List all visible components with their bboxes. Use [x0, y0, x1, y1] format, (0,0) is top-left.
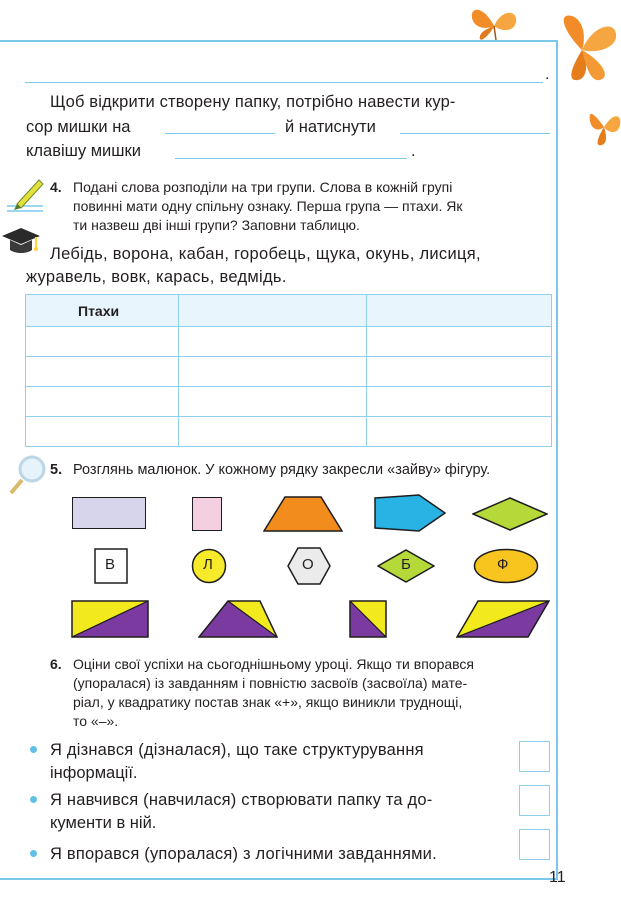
paragraph-line: й натиснути [285, 118, 376, 136]
magnifier-icon [8, 454, 48, 496]
table-header-cell[interactable] [367, 295, 552, 327]
task-number: 4. [50, 179, 62, 195]
bullet-icon [30, 746, 37, 753]
task-text-line: (упоралася) із завданням і повністю засвоїв (засвоїла) мате- [73, 675, 468, 691]
graduation-cap-icon [0, 224, 42, 258]
trapezoid-shape[interactable] [263, 496, 343, 532]
word-list-line: Лебідь, ворона, кабан, горобець, щука, окунь, лисиця, [50, 245, 481, 263]
table-cell[interactable] [26, 417, 179, 447]
butterfly-icon [466, 4, 524, 46]
task-text-line: Подані слова розподіли на три групи. Слова в кожній групі [73, 179, 453, 195]
page-frame-bottom [0, 878, 558, 880]
task-text-line: Оціни свої успіхи на сьогоднішньому уроці. Якщо ти впорався [73, 656, 474, 672]
shape-letter: Б [401, 556, 411, 573]
rhombus-shape[interactable] [472, 497, 548, 531]
table-cell[interactable] [26, 327, 179, 357]
task-text-line: повинні мати одну спільну ознаку. Перша група — птахи. Як [73, 198, 463, 214]
rectangle-shape[interactable] [72, 497, 146, 529]
answer-line[interactable] [400, 133, 550, 134]
shape-letter: О [302, 556, 314, 573]
table-cell[interactable] [367, 357, 552, 387]
task-text-line: Розглянь малюнок. У кожному рядку закресли «зайву» фігуру. [73, 462, 491, 478]
self-check-item: Я навчився (навчилася) створювати папку та до- [50, 791, 433, 809]
table-row [26, 357, 552, 387]
butterfly-icon [586, 105, 621, 149]
self-check-item: інформації. [50, 764, 138, 782]
self-check-item: Я дізнався (дізналася), що таке структурування [50, 741, 424, 759]
table-cell[interactable] [26, 357, 179, 387]
table-cell[interactable] [367, 417, 552, 447]
rectangle-diagonal-shape[interactable] [71, 600, 149, 638]
table-cell[interactable] [179, 357, 367, 387]
table-header-cell[interactable] [179, 295, 367, 327]
answer-line[interactable] [175, 158, 407, 159]
self-check-box[interactable] [519, 785, 550, 816]
shape-letter: В [105, 556, 116, 573]
table-cell[interactable] [179, 417, 367, 447]
page-frame-right [556, 40, 558, 880]
answer-table [25, 294, 552, 447]
paragraph-line: сор мишки на [26, 118, 131, 136]
table-cell[interactable] [26, 387, 179, 417]
trapezoid-diagonal-shape[interactable] [198, 600, 278, 638]
task-text-line: ти назвеш дві інші групи? Заповни таблицю. [73, 217, 360, 233]
task-number: 6. [50, 656, 62, 672]
self-check-box[interactable] [519, 741, 550, 772]
paragraph-line: клавішу мишки [26, 142, 141, 160]
butterfly-icon [552, 10, 621, 90]
pentagon-shape[interactable] [374, 494, 446, 532]
table-cell[interactable] [367, 327, 552, 357]
self-check-item: кументи в ній. [50, 814, 157, 832]
task-text-line: ріал, у квадратику постав знак «+», якщо виникли труднощі, [73, 694, 463, 710]
table-row [26, 417, 552, 447]
self-check-box[interactable] [519, 829, 550, 860]
parallelogram-diagonal-shape[interactable] [456, 600, 550, 638]
table-cell[interactable] [179, 327, 367, 357]
self-check-item: Я впорався (упоралася) з логічними завданнями. [50, 845, 437, 863]
page-number: 11 [549, 869, 566, 886]
word-list-line: журавель, вовк, карась, ведмідь. [26, 268, 287, 286]
shape-letter: Л [203, 556, 213, 573]
task-number: 5. [50, 462, 63, 478]
table-cell[interactable] [179, 387, 367, 417]
table-cell[interactable] [367, 387, 552, 417]
period: . [411, 142, 416, 160]
table-row [26, 387, 552, 417]
answer-line[interactable] [165, 133, 275, 134]
paragraph-line: Щоб відкрити створену папку, потрібно навести кур- [50, 93, 456, 111]
task-text-line: то «–». [73, 713, 119, 729]
bullet-icon [30, 850, 37, 857]
table-header-birds: Птахи [26, 295, 179, 327]
shape-letter: Ф [497, 556, 509, 573]
bullet-icon [30, 796, 37, 803]
pencil-icon [5, 176, 45, 216]
rectangle-shape[interactable] [192, 497, 222, 531]
period: . [545, 66, 550, 83]
table-row [26, 327, 552, 357]
answer-line[interactable] [25, 82, 543, 83]
square-diagonal-shape[interactable] [349, 600, 387, 638]
